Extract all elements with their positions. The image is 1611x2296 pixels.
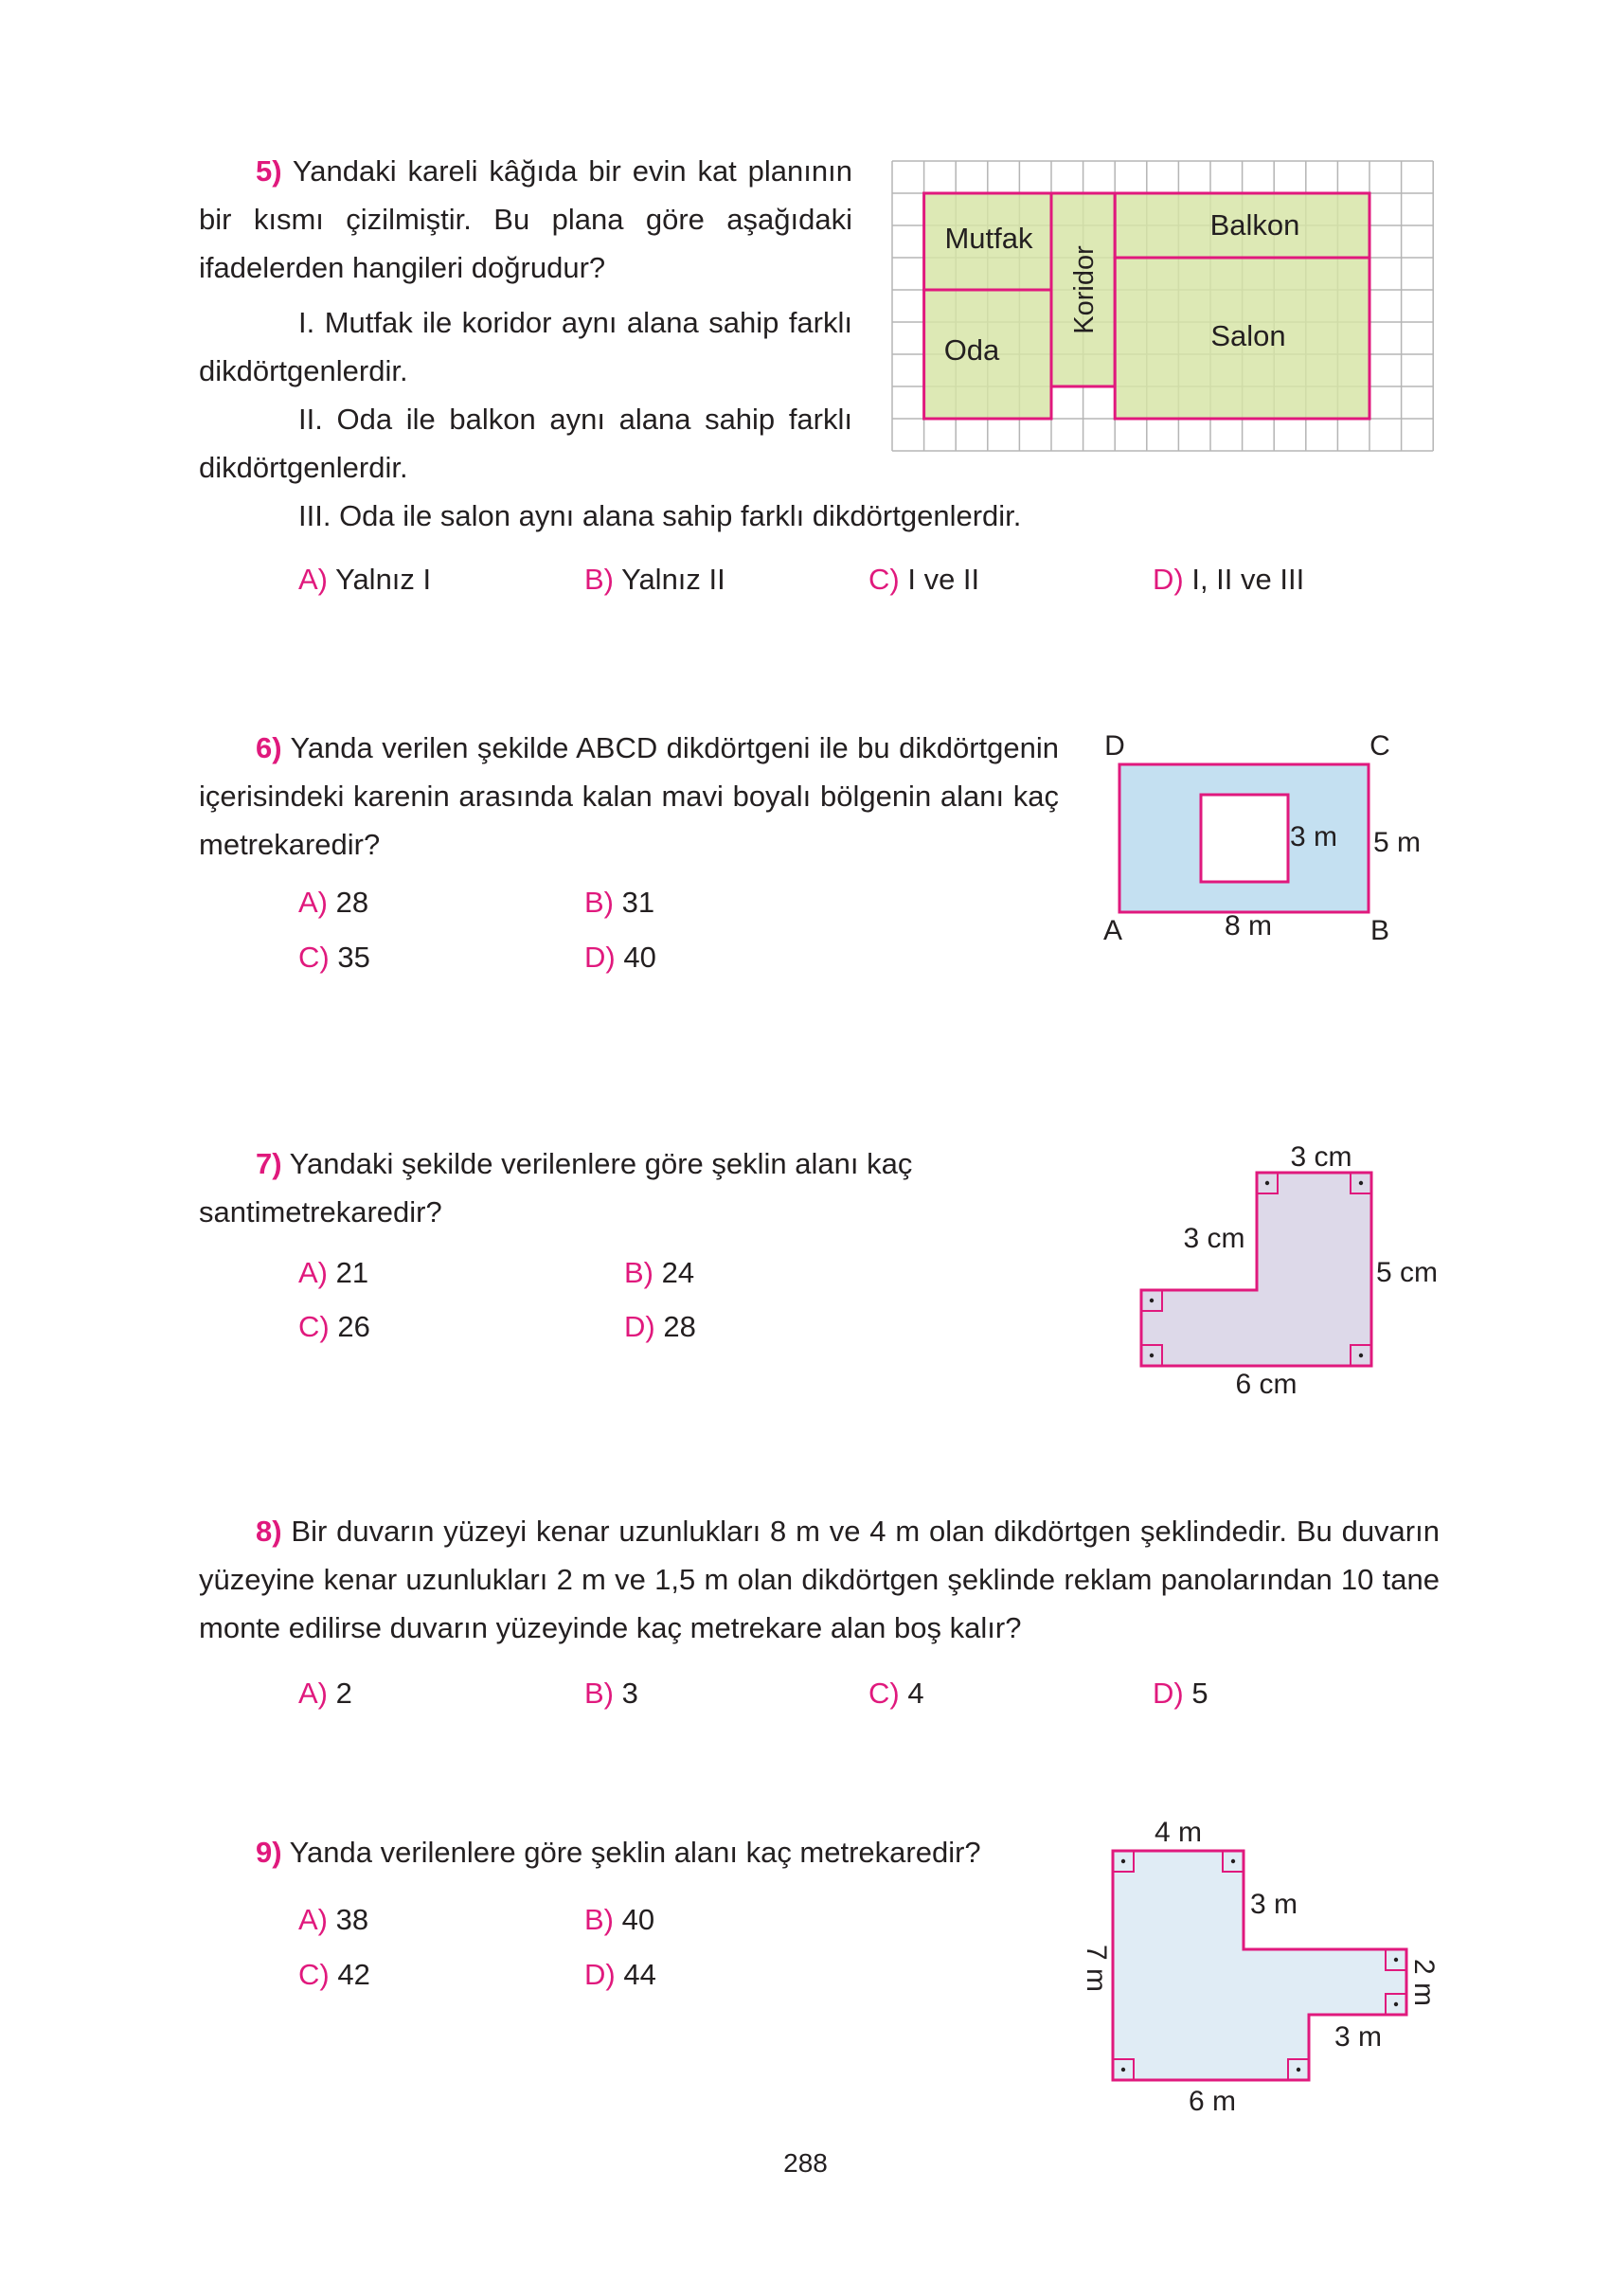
q7-question: Yandaki şekilde verilenlere göre şeklin alanı kaç santimetrekaredir?	[199, 1147, 913, 1229]
vertex-a: A	[1102, 915, 1123, 946]
label-top: 3 cm	[1290, 1141, 1352, 1173]
q8-question: Bir duvarın yüzeyi kenar uzunlukları 8 m ve 4 m olan dikdörtgen şeklindedir. Bu duvarın yüzeyine kenar uzunlukları 2 m ve 1,5 m olan dikdörtgen şeklinde reklam panolarından 10 tane monte edilirse duvarın yüzeyinde kaç metrekare alan boş kalır?	[199, 1515, 1440, 1644]
q7-option-b[interactable]	[624, 1254, 694, 1292]
q8-option-b-letter: B)	[584, 1677, 614, 1710]
q9-question: Yanda verilenlere göre şeklin alanı kaç metrekaredir?	[289, 1836, 981, 1869]
q7-option-a[interactable]	[298, 1254, 368, 1292]
label-inner-vertical: 3 m	[1250, 1889, 1298, 1920]
q7-option-a-letter: A)	[298, 1256, 328, 1289]
q6-option-d[interactable]	[584, 939, 656, 977]
label-bottom: 6 m	[1188, 2086, 1237, 2117]
inner-square	[1201, 795, 1288, 882]
q9-option-d-letter: D)	[584, 1958, 616, 1991]
vertex-c: C	[1369, 730, 1390, 762]
q5-option-c[interactable]	[868, 561, 979, 599]
q8-number: 8)	[256, 1515, 282, 1548]
q7-option-c-text: 26	[337, 1310, 370, 1343]
q8-option-a-letter: A)	[298, 1677, 328, 1710]
q6-option-b-text: 31	[621, 886, 655, 919]
q9-option-b[interactable]	[584, 1901, 654, 1939]
label-bottom: 6 cm	[1235, 1369, 1298, 1400]
q9-option-d[interactable]	[584, 1956, 656, 1994]
vertex-b: B	[1369, 915, 1390, 946]
q8-option-a-text: 2	[335, 1677, 352, 1710]
label-width: 8 m	[1224, 910, 1273, 942]
q9-figure	[1051, 1800, 1449, 2131]
label-mutfak: Mutfak	[944, 222, 1033, 255]
q8-option-c-text: 4	[907, 1677, 924, 1710]
q9-text	[199, 1828, 1099, 1876]
q9-option-a-text: 38	[335, 1903, 369, 1936]
q5-option-b[interactable]	[584, 561, 725, 599]
q8-option-a[interactable]	[298, 1675, 352, 1713]
q8-option-c[interactable]	[868, 1675, 924, 1713]
q6-option-a-text: 28	[335, 886, 369, 919]
vertex-d: D	[1104, 730, 1125, 762]
q9-option-d-text: 44	[623, 1958, 656, 1991]
q7-option-d-text: 28	[663, 1310, 696, 1343]
q7-option-a-text: 21	[335, 1256, 369, 1289]
label-left: 3 cm	[1183, 1223, 1245, 1254]
q9-option-c[interactable]	[298, 1956, 370, 1994]
q5-statement-1: I. Mutfak ile koridor aynı alana sahip farklı dikdörtgenlerdir.	[199, 306, 852, 387]
q9-option-b-text: 40	[621, 1903, 655, 1936]
label-left: 7 m	[1081, 1944, 1112, 1993]
q7-option-d-letter: D)	[624, 1310, 655, 1343]
q7-option-d[interactable]	[624, 1308, 696, 1346]
q5-floor-plan	[881, 152, 1449, 464]
page-number: 288	[783, 2148, 828, 2178]
label-oda: Oda	[943, 333, 1000, 367]
q7-figure	[1127, 1137, 1449, 1402]
q5-option-d[interactable]	[1153, 561, 1304, 599]
q6-option-a-letter: A)	[298, 886, 328, 919]
q7-option-b-letter: B)	[624, 1256, 653, 1289]
label-step: 3 m	[1334, 2021, 1383, 2053]
q5-option-d-text: I, II ve III	[1191, 563, 1305, 596]
label-balkon: Balkon	[1209, 208, 1300, 242]
q5-statement-3: III. Oda ile salon aynı alana sahip farklı dikdörtgenlerdir.	[298, 499, 1022, 532]
q6-option-a[interactable]	[298, 884, 368, 922]
label-square-side: 3 m	[1290, 821, 1338, 852]
label-koridor: Koridor	[1069, 245, 1100, 334]
q6-question: Yanda verilen şekilde ABCD dikdörtgeni ile bu dikdörtgenin içerisindeki karenin arasında kalan mavi boyalı bölgenin alanı kaç metrekaredir?	[199, 731, 1059, 861]
label-right: 2 m	[1408, 1958, 1440, 2007]
q5-option-c-letter: C)	[868, 563, 900, 596]
q5-option-a[interactable]	[298, 561, 431, 599]
q9-option-b-letter: B)	[584, 1903, 614, 1936]
label-right: 5 cm	[1376, 1257, 1439, 1288]
q5-number: 5)	[256, 154, 282, 188]
q6-option-c-letter: C)	[298, 941, 330, 974]
q5-option-d-letter: D)	[1153, 563, 1184, 596]
q6-option-c-text: 35	[337, 941, 370, 974]
q5-statement-2: II. Oda ile balkon aynı alana sahip farklı dikdörtgenlerdir.	[199, 403, 852, 484]
q6-text	[199, 724, 1059, 869]
q6-figure	[1089, 720, 1449, 966]
label-top: 4 m	[1154, 1817, 1203, 1848]
q6-number: 6)	[256, 731, 282, 764]
q7-option-c[interactable]	[298, 1308, 370, 1346]
q6-option-d-text: 40	[623, 941, 656, 974]
q6-option-b-letter: B)	[584, 886, 614, 919]
label-height: 5 m	[1373, 827, 1422, 858]
label-salon: Salon	[1210, 319, 1286, 352]
q9-option-a-letter: A)	[298, 1903, 328, 1936]
q9-option-c-letter: C)	[298, 1958, 330, 1991]
q8-text	[199, 1507, 1440, 1652]
q8-option-c-letter: C)	[868, 1677, 900, 1710]
q5-option-c-text: I ve II	[907, 563, 980, 596]
q8-option-b[interactable]	[584, 1675, 638, 1713]
q7-option-b-text: 24	[661, 1256, 695, 1289]
q8-option-d-text: 5	[1191, 1677, 1208, 1710]
q5-option-a-letter: A)	[298, 563, 328, 596]
q6-option-c[interactable]	[298, 939, 370, 977]
q7-text	[199, 1139, 1099, 1236]
q5-option-a-text: Yalnız I	[335, 563, 432, 596]
q9-number: 9)	[256, 1836, 282, 1869]
q8-option-d-letter: D)	[1153, 1677, 1184, 1710]
q7-option-c-letter: C)	[298, 1310, 330, 1343]
l-shape	[1141, 1173, 1371, 1366]
q6-option-d-letter: D)	[584, 941, 616, 974]
q8-option-b-text: 3	[621, 1677, 638, 1710]
q5-option-b-text: Yalnız II	[621, 563, 725, 596]
q5-option-b-letter: B)	[584, 563, 614, 596]
q5-text	[199, 147, 852, 292]
q6-option-b[interactable]	[584, 884, 654, 922]
q9-option-c-text: 42	[337, 1958, 370, 1991]
q8-option-d[interactable]	[1153, 1675, 1208, 1713]
q9-option-a[interactable]	[298, 1901, 368, 1939]
q7-number: 7)	[256, 1147, 282, 1180]
q5-question: Yandaki kareli kâğıda bir evin kat planının bir kısmı çizilmiştir. Bu plana göre aşağıdaki ifadelerden hangileri doğrudur?	[199, 154, 852, 284]
